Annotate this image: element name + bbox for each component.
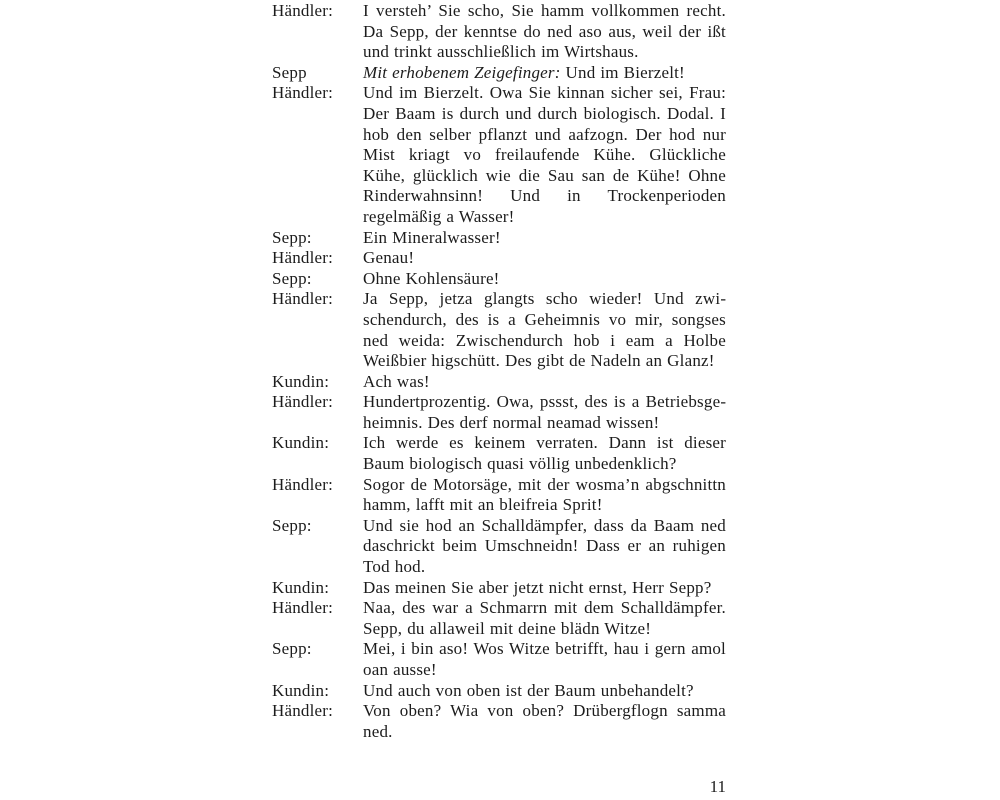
speech-body: Und auch von oben ist der Baum unbehandelt? <box>363 680 694 700</box>
speech-body: Genau! <box>363 248 415 268</box>
speech-body: Ich werde es keinem verraten. Dann ist dieser Baum biologisch quasi völlig unbedenklich? <box>363 433 726 474</box>
speaker-label: Kundin: <box>272 577 330 597</box>
speech-body: Mei, i bin aso! Wos Witze betrifft, hau i gern amol oan ausse! <box>363 639 726 679</box>
speech-text <box>363 433 726 474</box>
speech-text <box>363 63 726 84</box>
dialogue-row <box>272 248 726 269</box>
dialogue-row <box>272 228 726 249</box>
speaker-label: Händler: <box>272 289 334 309</box>
speech-text <box>363 701 726 742</box>
speaker-label: Kundin: <box>272 371 330 391</box>
speech-body: Naa, des war a Schmarrn mit dem Schalldämpfer. Sepp, du allaweil mit deine blädn Witze! <box>363 598 726 638</box>
dialogue-row <box>272 83 726 227</box>
speaker-label: Händler: <box>272 1 334 20</box>
speech-body: Ohne Kohlensäure! <box>363 268 500 288</box>
speech-body: Ja Sepp, jetza glangts scho wieder! Und zwischendurch, des is a Geheimnis vo mir, songses ned weida: Zwischendurch hob i eam a Holbe Weißbier higschütt. Des gibt de Nadeln an Glanz! <box>363 289 726 371</box>
dialogue-row <box>272 639 726 680</box>
speech-text <box>363 516 726 578</box>
speech-text <box>363 639 726 680</box>
speech-text <box>363 248 726 269</box>
speaker-label: Sepp: <box>272 639 312 659</box>
dialogue-row <box>272 475 726 516</box>
dialogue-row <box>272 392 726 433</box>
speech-text <box>363 269 726 290</box>
speech-body: I versteh’ Sie scho, Sie hamm vollkommen recht. Da Sepp, der kenntse do ned aso aus, weil der ißt und trinkt ausschließlich im Wirtshaus. <box>363 1 726 62</box>
dialogue-row <box>272 516 726 578</box>
dialogue-row <box>272 578 726 599</box>
speech-body: Und im Bierzelt! <box>565 62 685 82</box>
page-number: 11 <box>709 777 726 796</box>
dialogue-row <box>272 701 726 742</box>
speaker-label: Sepp: <box>272 268 312 288</box>
speech-text <box>363 475 726 516</box>
speech-text <box>363 392 726 433</box>
speech-text <box>363 372 726 393</box>
speaker-label: Händler: <box>272 474 334 494</box>
speech-body: Sogor de Motorsäge, mit der wosma’n abgschnittn hamm, lafft mit an bleifreia Sprit! <box>363 474 726 515</box>
speaker-label: Kundin: <box>272 433 330 453</box>
speaker-label: Sepp: <box>272 515 312 535</box>
dialogue-row <box>272 372 726 393</box>
speaker-label: Kundin: <box>272 680 330 700</box>
speech-body: Und sie hod an Schalldämpfer, dass da Baam ned daschrickt beim Umschneidn! Dass er an ruhigen Tod hod. <box>363 515 726 577</box>
speech-text <box>363 83 726 227</box>
stage-direction: Mit erhobenem Zeigefinger: <box>363 62 566 82</box>
speech-body: Von oben? Wia von oben? Drübergflogn samma ned. <box>363 701 726 741</box>
speech-text <box>363 578 726 599</box>
speech-text <box>363 289 726 371</box>
speech-body: Ach was! <box>363 371 430 391</box>
dialogue-row <box>272 1 726 63</box>
dialogue-list <box>272 1 726 742</box>
speech-body: Ein Mineralwasser! <box>363 227 501 247</box>
dialogue-row <box>272 289 726 371</box>
dialogue-row <box>272 269 726 290</box>
speech-body: Hundertprozentig. Owa, pssst, des is a Betriebsgeheimnis. Des derf normal neamad wissen! <box>363 392 726 432</box>
speech-text <box>363 598 726 639</box>
dialogue-row <box>272 598 726 639</box>
dialogue-row <box>272 63 726 84</box>
speaker-label: Sepp: <box>272 227 312 247</box>
speaker-label: Händler: <box>272 701 334 721</box>
speech-text <box>363 1 726 63</box>
speaker-label: Händler: <box>272 248 334 268</box>
speaker-label: Sepp <box>272 62 307 82</box>
speech-body: Das meinen Sie aber jetzt nicht ernst, Herr Sepp? <box>363 577 712 597</box>
speaker-label: Händler: <box>272 392 334 412</box>
speech-body: Und im Bierzelt. Owa Sie kinnan sicher sei, Frau: Der Baam is durch und durch biologisch. Dodal. I hob den selber pflanzt und aafzogn. Der hod nur Mist kriagt vo freilaufende Kühe. Glückliche Kühe, glücklich wie die Sau san de Kühe! Ohne Rinderwahnsinn! Und in Trockenperioden regelmäßig a Wasser! <box>363 83 726 226</box>
speech-text <box>363 681 726 702</box>
speaker-label: Händler: <box>272 83 334 103</box>
speech-text <box>363 228 726 249</box>
dialogue-row <box>272 433 726 474</box>
dialogue-row <box>272 681 726 702</box>
speaker-label: Händler: <box>272 598 334 618</box>
